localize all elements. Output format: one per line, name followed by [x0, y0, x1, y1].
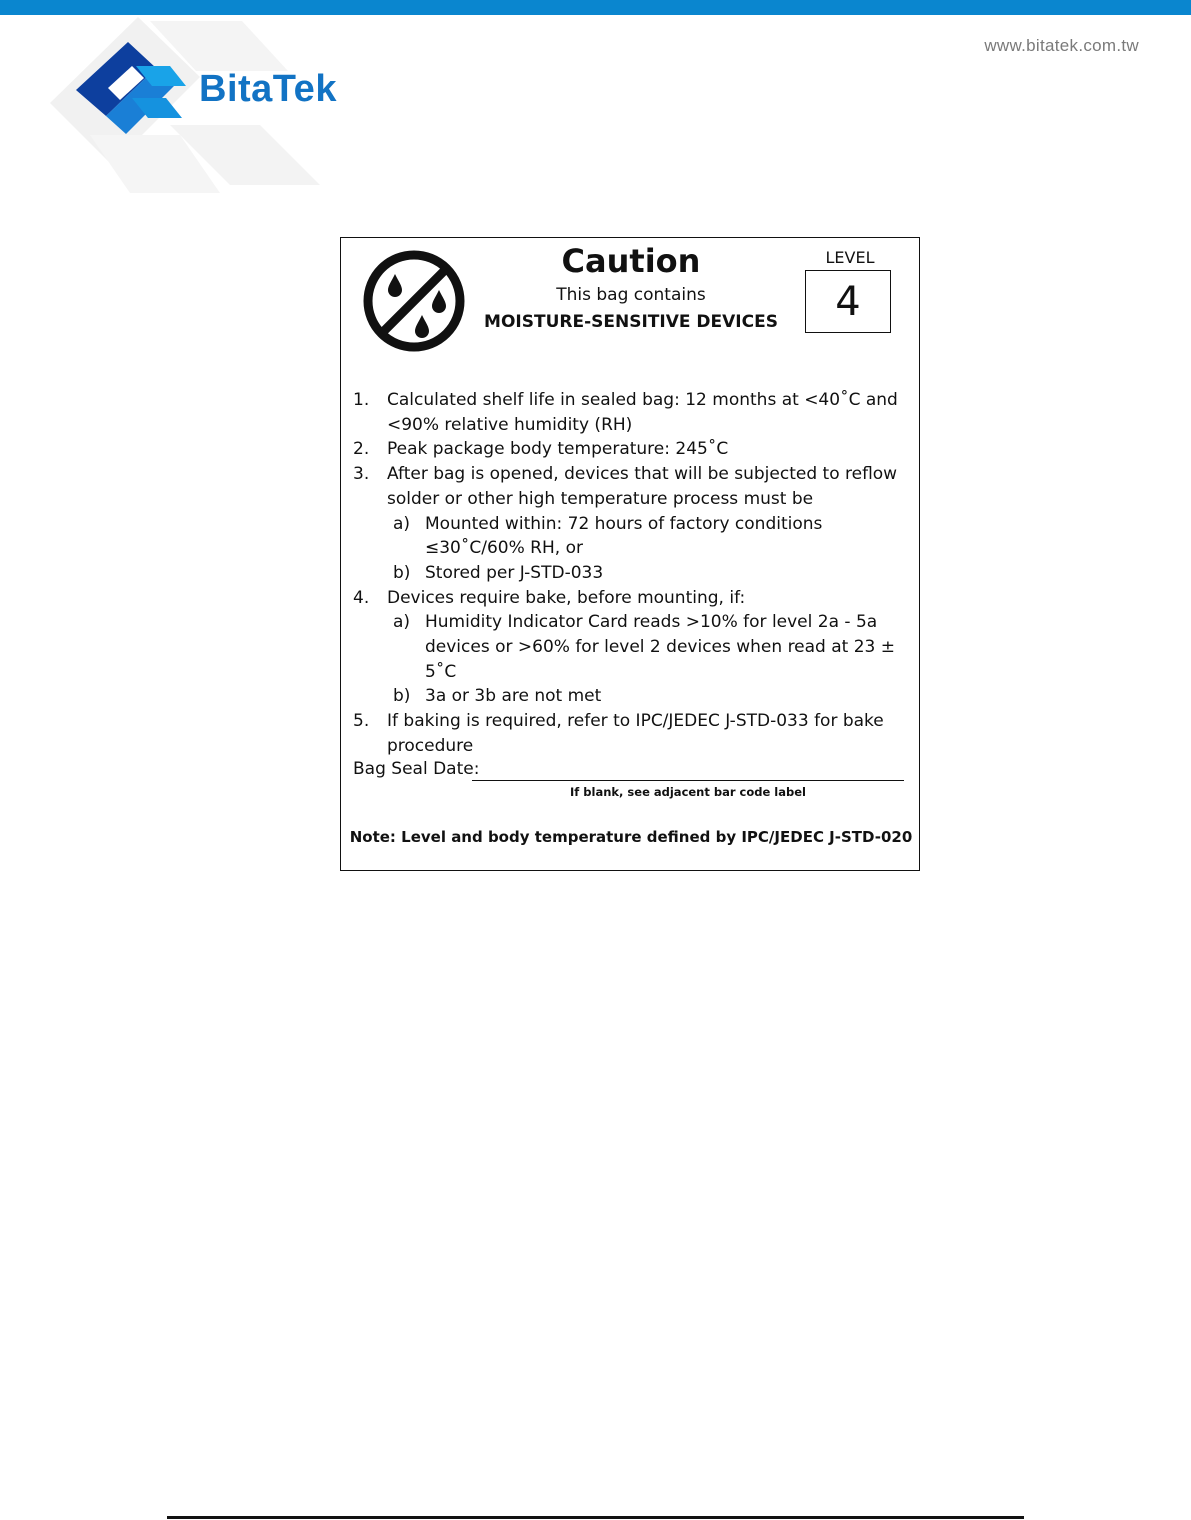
sub-item-letter: a): [393, 612, 411, 633]
level-value: 4: [835, 278, 861, 325]
brand-name: BitaTek: [199, 68, 337, 110]
caution-subtitle: This bag contains: [556, 285, 706, 305]
item-text: If baking is required, refer to IPC/JEDEC J-STD-033 for bake procedure: [387, 711, 884, 756]
item-text: After bag is opened, devices that will be subjected to reflow solder or other high temperature process must be: [387, 464, 898, 509]
level-label: LEVEL: [825, 248, 875, 267]
sub-item-text: Stored per J-STD-033: [425, 562, 604, 583]
sub-item-letter: b): [393, 686, 411, 707]
item-number: 5.: [353, 711, 370, 732]
bag-seal-date-line: [472, 780, 904, 781]
sub-item: [393, 684, 913, 709]
sub-item-letter: a): [393, 513, 411, 534]
no-water-icon: [361, 248, 467, 354]
sub-item-letter: b): [393, 562, 411, 583]
instruction-item: [353, 388, 913, 437]
bag-seal-date-hint: If blank, see adjacent bar code label: [570, 785, 806, 799]
moisture-sensitive-heading: MOISTURE-SENSITIVE DEVICES: [484, 312, 778, 332]
sub-item: [393, 610, 913, 684]
instruction-item: [353, 437, 913, 462]
sub-item: [393, 512, 913, 561]
footer-divider: [167, 1516, 1024, 1519]
item-text: Calculated shelf life in sealed bag: 12 months at <40˚C and <90% relative humidity (RH): [387, 390, 898, 435]
instruction-list: [353, 388, 913, 759]
standards-note: Note: Level and body temperature defined by IPC/JEDEC J-STD-020: [349, 828, 913, 846]
sub-item-text: 3a or 3b are not met: [425, 686, 602, 707]
instruction-item: [353, 586, 913, 710]
bag-seal-date-label: Bag Seal Date:: [353, 759, 480, 779]
item-text: Peak package body temperature: 245˚C: [387, 439, 729, 460]
level-value-box: [805, 270, 891, 333]
item-number: 4.: [353, 587, 370, 608]
bitatek-logo-icon: [70, 38, 190, 140]
sub-item-text: Mounted within: 72 hours of factory conditions ≤30˚C/60% RH, or: [425, 513, 823, 559]
item-number: 2.: [353, 439, 370, 460]
caution-title: Caution: [561, 242, 701, 280]
website-url: www.bitatek.com.tw: [984, 36, 1139, 55]
item-number: 3.: [353, 464, 370, 485]
item-text: Devices require bake, before mounting, if:: [387, 587, 746, 608]
msd-caution-label: [340, 237, 920, 871]
instruction-item: [353, 709, 913, 758]
instruction-item: [353, 462, 913, 586]
sub-item: [393, 561, 913, 586]
top-accent-bar: [0, 0, 1191, 15]
sub-item-text: Humidity Indicator Card reads >10% for level 2a - 5a devices or >60% for level 2 devices when read at 23 ± 5˚C: [425, 612, 896, 682]
item-number: 1.: [353, 390, 370, 410]
